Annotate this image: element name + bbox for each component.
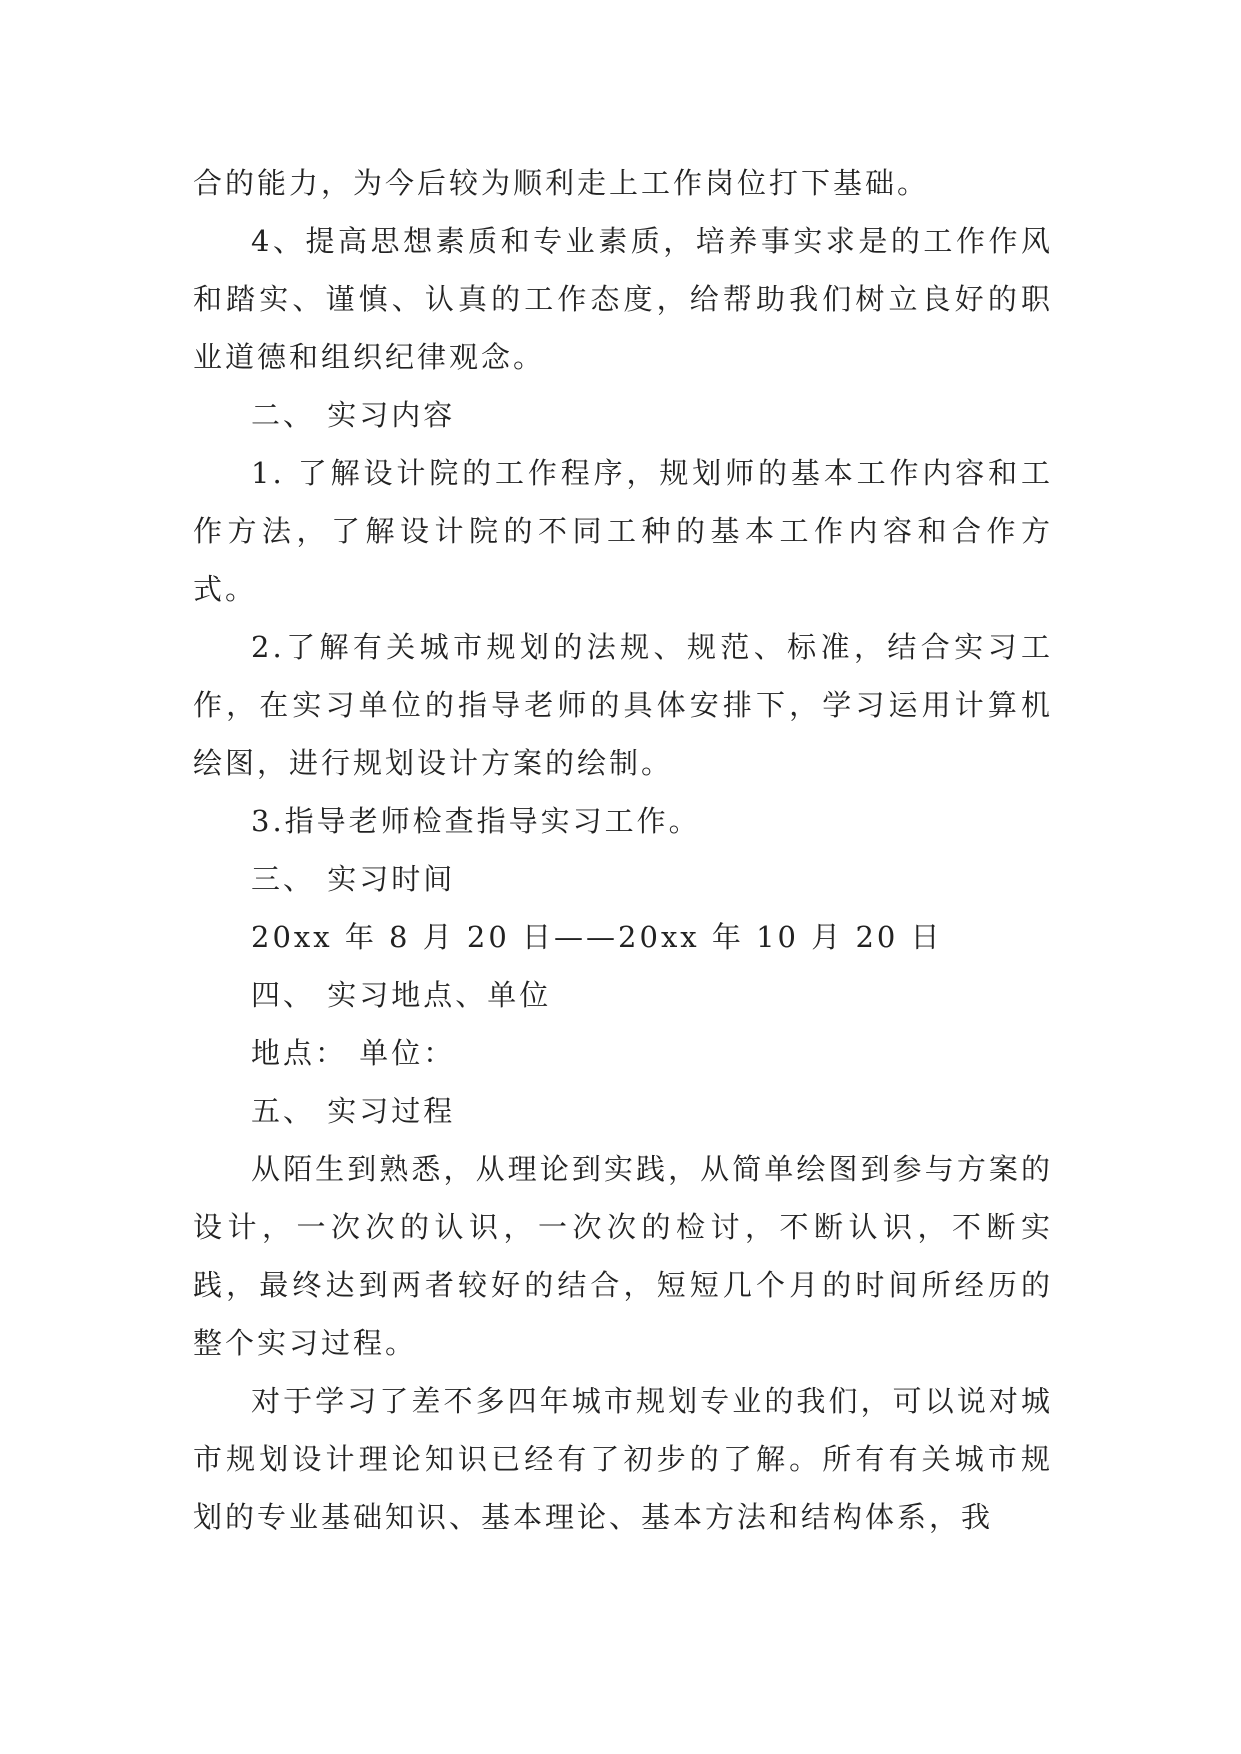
document-page [193,154,1053,1546]
paragraph-location-unit: 地点： 单位： [251,1036,456,1070]
paragraph-content-3: 3.指导老师检查指导实习工作。 [251,804,701,838]
paragraph-process-2: 对于学习了差不多四年城市规划专业的我们，可以说对城市规划设计理论知识已经有了初步的了解。所有有关城市规划的专业基础知识、基本理论、基本方法和结构体系，我 [193,1384,1053,1534]
heading-internship-process: 五、 实习过程 [251,1094,456,1128]
paragraph-goal-4: 4、提高思想素质和专业素质，培养事实求是的工作作风和踏实、谨慎、认真的工作态度，给帮助我们树立良好的职业道德和组织纪律观念。 [193,224,1053,374]
heading-internship-content: 二、 实习内容 [251,398,456,432]
paragraph-content-1: 1. 了解设计院的工作程序，规划师的基本工作内容和工作方法，了解设计院的不同工种的基本工作内容和合作方式。 [193,456,1053,606]
heading-internship-time: 三、 实习时间 [251,862,456,896]
paragraph-time-range: 20xx 年 8 月 20 日——20xx 年 10 月 20 日 [251,920,943,954]
heading-internship-location: 四、 实习地点、单位 [251,978,552,1012]
paragraph-continuation: 合的能力，为今后较为顺利走上工作岗位打下基础。 [193,166,930,200]
paragraph-content-2: 2.了解有关城市规划的法规、规范、标准，结合实习工作，在实习单位的指导老师的具体安排下，学习运用计算机绘图，进行规划设计方案的绘制。 [193,630,1053,780]
paragraph-process-1: 从陌生到熟悉，从理论到实践，从简单绘图到参与方案的设计，一次次的认识，一次次的检讨，不断认识，不断实践，最终达到两者较好的结合，短短几个月的时间所经历的整个实习过程。 [193,1152,1053,1360]
